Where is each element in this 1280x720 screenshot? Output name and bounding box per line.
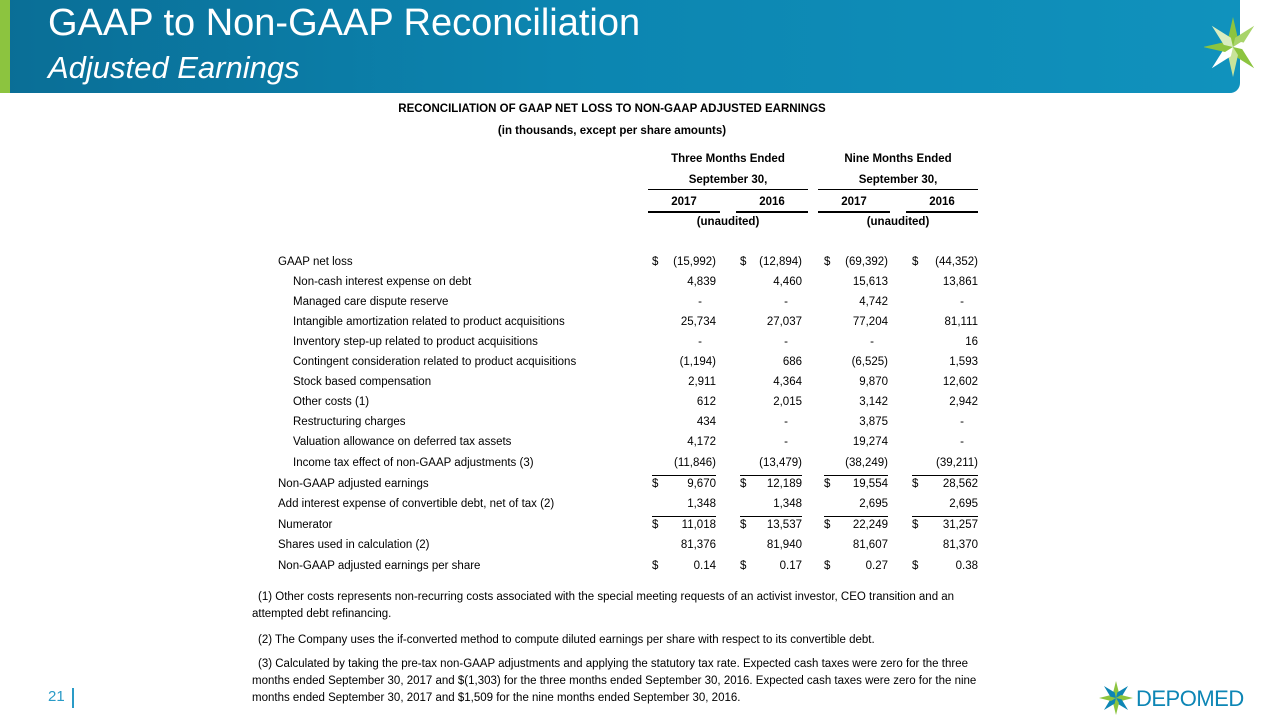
value-3m-2016: 27,037 xyxy=(766,316,802,328)
value-9m-2017: 19,554 xyxy=(852,478,888,490)
row-label: Non-GAAP adjusted earnings per share xyxy=(278,560,481,572)
value-9m-2017: 3,142 xyxy=(859,396,888,408)
row-label: Shares used in calculation (2) xyxy=(278,539,430,551)
value-9m-2016: 28,562 xyxy=(942,478,978,490)
table-row xyxy=(0,296,1000,316)
currency-symbol: $ xyxy=(652,256,659,268)
unaudited-note-9m: (unaudited) xyxy=(866,216,930,228)
table-row xyxy=(0,316,1000,336)
value-3m-2016: 4,364 xyxy=(773,376,802,388)
row-label: Other costs (1) xyxy=(293,396,370,408)
table-title: RECONCILIATION OF GAAP NET LOSS TO NON-GAAP ADJUSTED EARNINGS xyxy=(398,103,826,115)
table-row xyxy=(0,457,1000,477)
table-row xyxy=(0,498,1000,518)
header-accent-bar xyxy=(0,0,10,93)
footnote-1: (1) Other costs represents non-recurring costs associated with the special meeting requests of an activist investor, CEO transition and an attempted debt refinancing. xyxy=(252,591,955,620)
value-9m-2017: 0.27 xyxy=(865,560,888,572)
table-row xyxy=(0,436,1000,456)
brand-logo xyxy=(1098,680,1244,716)
value-9m-2016: - xyxy=(960,436,964,448)
year-header-9m-2017: 2017 xyxy=(818,196,890,213)
year-header-9m-2016: 2016 xyxy=(906,196,978,213)
year-header-3m-2016: 2016 xyxy=(736,196,808,213)
value-9m-2016: 16 xyxy=(965,336,978,348)
value-9m-2017: - xyxy=(870,336,874,348)
currency-symbol: $ xyxy=(652,560,659,572)
value-9m-2016: 2,942 xyxy=(949,396,978,408)
value-9m-2016: 31,257 xyxy=(942,519,978,531)
value-3m-2017: 81,376 xyxy=(680,539,716,551)
value-9m-2017: (38,249) xyxy=(845,457,888,469)
currency-symbol: $ xyxy=(652,478,659,490)
table-subtitle: (in thousands, except per share amounts) xyxy=(497,125,727,137)
brand-name: DEPOMED xyxy=(1136,686,1244,711)
value-9m-2017: 19,274 xyxy=(852,436,888,448)
value-9m-2016: 81,370 xyxy=(942,539,978,551)
page-number: 21 xyxy=(48,688,65,705)
value-3m-2016: 686 xyxy=(782,356,802,368)
currency-symbol: $ xyxy=(824,256,831,268)
slide-title: GAAP to Non-GAAP Reconciliation xyxy=(48,2,641,44)
value-3m-2016: - xyxy=(784,436,788,448)
row-label: Contingent consideration related to product acquisitions xyxy=(293,356,577,368)
value-9m-2016: (39,211) xyxy=(936,457,978,469)
unaudited-note-3m: (unaudited) xyxy=(696,216,760,228)
table-row xyxy=(0,478,1000,498)
currency-symbol: $ xyxy=(912,478,919,490)
value-9m-2017: 3,875 xyxy=(859,416,888,428)
currency-symbol: $ xyxy=(824,478,831,490)
row-label: Non-cash interest expense on debt xyxy=(293,276,472,288)
value-9m-2017: (6,525) xyxy=(851,356,888,368)
currency-symbol: $ xyxy=(740,519,747,531)
value-3m-2016: - xyxy=(784,416,788,428)
header-banner xyxy=(0,0,1240,93)
value-3m-2017: 25,734 xyxy=(680,316,716,328)
value-3m-2017: 9,670 xyxy=(687,478,716,490)
currency-symbol: $ xyxy=(824,560,831,572)
value-3m-2017: (15,992) xyxy=(673,256,716,268)
currency-symbol: $ xyxy=(740,478,747,490)
value-3m-2017: (1,194) xyxy=(679,356,716,368)
currency-symbol: $ xyxy=(740,560,747,572)
row-label: Numerator xyxy=(278,519,333,531)
value-3m-2017: 4,172 xyxy=(687,436,716,448)
row-label: Stock based compensation xyxy=(293,376,432,388)
value-9m-2017: 9,870 xyxy=(859,376,888,388)
value-3m-2017: 4,839 xyxy=(687,276,716,288)
value-3m-2017: 434 xyxy=(696,416,716,428)
value-3m-2017: 11,018 xyxy=(681,519,716,531)
row-label: Non-GAAP adjusted earnings xyxy=(278,478,429,490)
value-9m-2016: - xyxy=(960,296,964,308)
value-3m-2017: 2,911 xyxy=(688,376,716,388)
table-row xyxy=(0,276,1000,296)
value-9m-2016: 81,111 xyxy=(944,316,978,328)
row-label: Inventory step-up related to product acquisitions xyxy=(293,336,538,348)
table-row xyxy=(0,336,1000,356)
nine-months-header: Nine Months Ended xyxy=(844,153,952,165)
row-label: Add interest expense of convertible debt, net of tax (2) xyxy=(278,498,555,510)
nine-months-date-header: September 30, xyxy=(818,174,978,190)
value-3m-2017: 612 xyxy=(696,396,716,408)
value-9m-2017: 77,204 xyxy=(852,316,888,328)
table-row xyxy=(0,416,1000,436)
currency-symbol: $ xyxy=(740,256,747,268)
value-3m-2016: 12,189 xyxy=(766,478,802,490)
table-row xyxy=(0,376,1000,396)
currency-symbol: $ xyxy=(652,519,659,531)
row-label: Managed care dispute reserve xyxy=(293,296,449,308)
value-3m-2017: 0.14 xyxy=(693,560,716,572)
row-label: Income tax effect of non-GAAP adjustments (3) xyxy=(293,457,534,469)
value-9m-2016: 12,602 xyxy=(942,376,978,388)
value-3m-2016: 81,940 xyxy=(766,539,802,551)
page-divider xyxy=(72,688,74,708)
row-label: Restructuring charges xyxy=(293,416,406,428)
slide-subtitle: Adjusted Earnings xyxy=(48,50,300,85)
currency-symbol: $ xyxy=(912,560,919,572)
value-3m-2017: 1,348 xyxy=(687,498,716,510)
value-9m-2017: 15,613 xyxy=(852,276,888,288)
value-9m-2017: 22,249 xyxy=(852,519,888,531)
depomed-star-icon xyxy=(1204,14,1262,80)
value-3m-2017: - xyxy=(698,296,702,308)
value-3m-2016: 13,537 xyxy=(766,519,802,531)
value-9m-2017: 2,695 xyxy=(859,498,888,510)
value-9m-2017: 81,607 xyxy=(852,539,888,551)
value-3m-2016: 4,460 xyxy=(773,276,802,288)
footnote-3: (3) Calculated by taking the pre-tax non-GAAP adjustments and applying the statutory tax rate. Expected cash taxes were zero for the three months ended September 30, 2017 and $(1,303) for the three months ended September 30, 2016. Expected cash taxes were zero for the nine months ended September 30, 2017 and $1,509 for the nine months ended September 30, 2016. xyxy=(252,658,977,704)
value-3m-2016: 0.17 xyxy=(779,560,802,572)
table-row xyxy=(0,539,1000,559)
value-3m-2016: - xyxy=(784,336,788,348)
value-3m-2017: - xyxy=(698,336,702,348)
table-row xyxy=(0,396,1000,416)
table-row xyxy=(0,519,1000,539)
value-3m-2016: (13,479) xyxy=(759,457,802,469)
value-9m-2016: 13,861 xyxy=(942,276,978,288)
table-row xyxy=(0,256,1000,276)
value-3m-2016: 2,015 xyxy=(773,396,802,408)
value-3m-2016: (12,894) xyxy=(759,256,802,268)
table-row xyxy=(0,356,1000,376)
table-row xyxy=(0,560,1000,580)
three-months-date-header: September 30, xyxy=(648,174,808,190)
row-label: Valuation allowance on deferred tax assets xyxy=(293,436,512,448)
year-header-3m-2017: 2017 xyxy=(648,196,720,213)
row-label: Intangible amortization related to product acquisitions xyxy=(293,316,565,328)
currency-symbol: $ xyxy=(912,256,919,268)
value-9m-2016: 2,695 xyxy=(949,498,978,510)
three-months-header: Three Months Ended xyxy=(671,153,785,165)
value-9m-2017: 4,742 xyxy=(859,296,888,308)
depomed-logo-icon xyxy=(1098,680,1134,716)
value-3m-2016: - xyxy=(784,296,788,308)
value-9m-2016: - xyxy=(960,416,964,428)
value-3m-2017: (11,846) xyxy=(674,457,716,469)
footnote-2: (2) The Company uses the if-converted method to compute diluted earnings per share with respect to its convertible debt. xyxy=(258,634,875,646)
value-9m-2016: 1,593 xyxy=(949,356,978,368)
currency-symbol: $ xyxy=(824,519,831,531)
currency-symbol: $ xyxy=(912,519,919,531)
value-9m-2016: 0.38 xyxy=(955,560,978,572)
row-label: GAAP net loss xyxy=(278,256,353,268)
value-3m-2016: 1,348 xyxy=(773,498,802,510)
value-9m-2017: (69,392) xyxy=(845,256,888,268)
value-9m-2016: (44,352) xyxy=(935,256,978,268)
